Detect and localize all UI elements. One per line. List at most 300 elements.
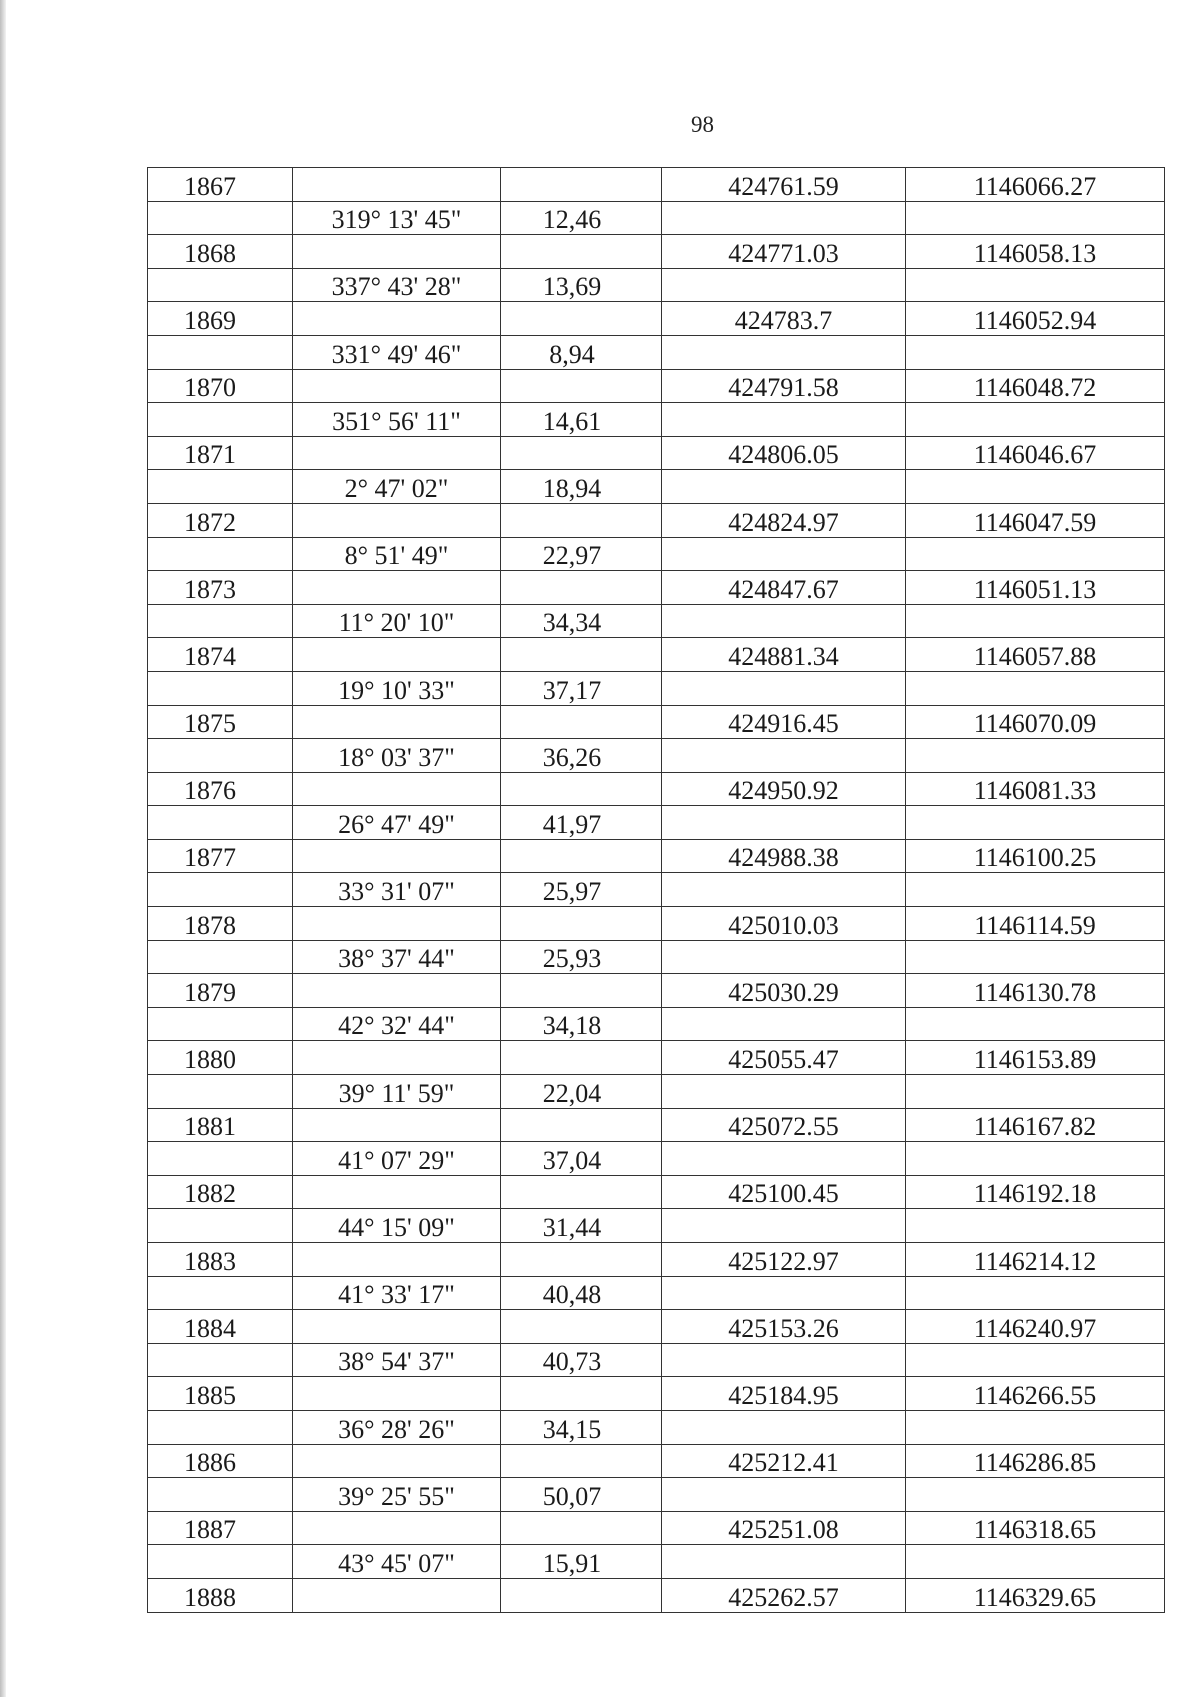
point-number-cell — [148, 201, 293, 235]
distance-cell — [501, 1343, 662, 1377]
y-coordinate-cell — [906, 1377, 1165, 1411]
point-number-cell — [148, 335, 293, 369]
point-number-cell — [148, 436, 293, 470]
y-coordinate-cell — [906, 470, 1165, 504]
bearing-cell — [293, 1410, 501, 1444]
y-coordinate-cell-text: 1146047.59 — [973, 507, 1097, 537]
bearing-cell — [293, 168, 501, 202]
bearing-cell — [293, 1075, 501, 1109]
point-number-cell-text: 1884 — [184, 1313, 236, 1343]
bearing-cell — [293, 503, 501, 537]
point-number-cell — [148, 1545, 293, 1579]
distance-cell-text: 50,07 — [542, 1481, 602, 1511]
x-coordinate-cell-text: 425262.57 — [728, 1582, 839, 1612]
point-number-cell-text: 1871 — [184, 440, 236, 470]
distance-cell — [501, 503, 662, 537]
table-row — [148, 1545, 1165, 1579]
point-number-cell-text: 1872 — [184, 507, 236, 537]
distance-cell — [501, 268, 662, 302]
table-row — [148, 1142, 1165, 1176]
table-row — [148, 537, 1165, 571]
point-number-cell — [148, 974, 293, 1008]
table-row — [148, 335, 1165, 369]
point-number-cell — [148, 772, 293, 806]
x-coordinate-cell — [662, 1175, 906, 1209]
point-number-cell-text: 1875 — [184, 709, 236, 739]
distance-cell-text: 40,48 — [542, 1280, 602, 1310]
x-coordinate-cell — [662, 1209, 906, 1243]
bearing-cell — [293, 201, 501, 235]
x-coordinate-cell-text: 425122.97 — [728, 1246, 839, 1276]
point-number-cell-text: 1868 — [184, 238, 236, 268]
table-row — [148, 201, 1165, 235]
table-row — [148, 168, 1165, 202]
point-number-cell — [148, 1041, 293, 1075]
distance-cell — [501, 806, 662, 840]
point-number-cell — [148, 1377, 293, 1411]
y-coordinate-cell — [906, 907, 1165, 941]
table-row — [148, 1343, 1165, 1377]
y-coordinate-cell-text: 1146130.78 — [973, 977, 1097, 1007]
bearing-cell — [293, 974, 501, 1008]
bearing-cell — [293, 571, 501, 605]
distance-cell-text: 37,04 — [542, 1145, 602, 1175]
y-coordinate-cell — [906, 1041, 1165, 1075]
y-coordinate-cell-text: 1146167.82 — [973, 1112, 1097, 1142]
y-coordinate-cell-text: 1146286.85 — [973, 1448, 1097, 1478]
bearing-cell — [293, 705, 501, 739]
distance-cell — [501, 1007, 662, 1041]
point-number-cell — [148, 873, 293, 907]
y-coordinate-cell — [906, 1209, 1165, 1243]
distance-cell — [501, 839, 662, 873]
bearing-cell — [293, 638, 501, 672]
table-row — [148, 1478, 1165, 1512]
point-number-cell — [148, 1007, 293, 1041]
y-coordinate-cell-text: 1146153.89 — [973, 1045, 1097, 1075]
point-number-cell — [148, 1108, 293, 1142]
y-coordinate-cell — [906, 1108, 1165, 1142]
y-coordinate-cell-text: 1146100.25 — [973, 843, 1097, 873]
table-row — [148, 839, 1165, 873]
table-row — [148, 1175, 1165, 1209]
distance-cell-text: 36,26 — [542, 742, 602, 772]
bearing-cell-text: 36° 28' 26" — [338, 1414, 455, 1444]
table-row — [148, 1578, 1165, 1612]
bearing-cell-text: 8° 51' 49" — [344, 541, 449, 571]
bearing-cell — [293, 1041, 501, 1075]
y-coordinate-cell — [906, 1478, 1165, 1512]
point-number-cell-text: 1881 — [184, 1112, 236, 1142]
table-row — [148, 1041, 1165, 1075]
distance-cell — [501, 470, 662, 504]
table-row — [148, 873, 1165, 907]
distance-cell-text: 22,04 — [542, 1078, 602, 1108]
bearing-cell — [293, 1209, 501, 1243]
bearing-cell — [293, 403, 501, 437]
y-coordinate-cell — [906, 806, 1165, 840]
y-coordinate-cell — [906, 571, 1165, 605]
x-coordinate-cell — [662, 1410, 906, 1444]
table-row — [148, 302, 1165, 336]
bearing-cell — [293, 335, 501, 369]
bearing-cell-text: 337° 43' 28" — [331, 272, 462, 302]
table-row — [148, 671, 1165, 705]
table-row — [148, 369, 1165, 403]
x-coordinate-cell-text: 424824.97 — [728, 507, 839, 537]
y-coordinate-cell — [906, 201, 1165, 235]
x-coordinate-cell-text: 425030.29 — [728, 977, 839, 1007]
bearing-cell — [293, 537, 501, 571]
distance-cell-text: 34,15 — [542, 1414, 602, 1444]
y-coordinate-cell — [906, 1276, 1165, 1310]
bearing-cell — [293, 302, 501, 336]
distance-cell — [501, 537, 662, 571]
table-row — [148, 1108, 1165, 1142]
point-number-cell — [148, 537, 293, 571]
y-coordinate-cell — [906, 403, 1165, 437]
distance-cell-text: 8,94 — [549, 339, 595, 369]
point-number-cell-text: 1886 — [184, 1448, 236, 1478]
y-coordinate-cell — [906, 739, 1165, 773]
point-number-cell-text: 1870 — [184, 373, 236, 403]
distance-cell-text: 41,97 — [542, 809, 602, 839]
y-coordinate-cell-text: 1146070.09 — [973, 709, 1097, 739]
point-number-cell-text: 1869 — [184, 305, 236, 335]
x-coordinate-cell-text: 424806.05 — [728, 440, 839, 470]
y-coordinate-cell — [906, 268, 1165, 302]
x-coordinate-cell — [662, 1041, 906, 1075]
distance-cell — [501, 1243, 662, 1277]
point-number-cell — [148, 1410, 293, 1444]
point-number-cell-text: 1880 — [184, 1045, 236, 1075]
distance-cell — [501, 907, 662, 941]
distance-cell-text: 15,91 — [542, 1548, 602, 1578]
point-number-cell — [148, 1310, 293, 1344]
x-coordinate-cell — [662, 739, 906, 773]
bearing-cell — [293, 1175, 501, 1209]
bearing-cell — [293, 235, 501, 269]
bearing-cell — [293, 1545, 501, 1579]
point-number-cell-text: 1888 — [184, 1582, 236, 1612]
x-coordinate-cell — [662, 1511, 906, 1545]
point-number-cell — [148, 1343, 293, 1377]
bearing-cell-text: 41° 07' 29" — [338, 1145, 455, 1175]
x-coordinate-cell — [662, 1545, 906, 1579]
point-number-cell — [148, 1276, 293, 1310]
bearing-cell — [293, 1007, 501, 1041]
x-coordinate-cell — [662, 571, 906, 605]
x-coordinate-cell-text: 425251.08 — [728, 1515, 839, 1545]
bearing-cell — [293, 806, 501, 840]
y-coordinate-cell-text: 1146081.33 — [973, 776, 1097, 806]
point-number-cell-text: 1877 — [184, 843, 236, 873]
x-coordinate-cell — [662, 1444, 906, 1478]
distance-cell — [501, 638, 662, 672]
bearing-cell — [293, 369, 501, 403]
point-number-cell — [148, 1075, 293, 1109]
point-number-cell-text: 1878 — [184, 910, 236, 940]
point-number-cell — [148, 268, 293, 302]
y-coordinate-cell — [906, 1175, 1165, 1209]
x-coordinate-cell — [662, 503, 906, 537]
point-number-cell — [148, 907, 293, 941]
x-coordinate-cell — [662, 403, 906, 437]
y-coordinate-cell — [906, 1142, 1165, 1176]
y-coordinate-cell — [906, 974, 1165, 1008]
point-number-cell — [148, 470, 293, 504]
bearing-cell-text: 43° 45' 07" — [338, 1548, 455, 1578]
distance-cell — [501, 201, 662, 235]
x-coordinate-cell-text: 424847.67 — [728, 574, 839, 604]
table-row — [148, 436, 1165, 470]
table-row — [148, 739, 1165, 773]
distance-cell — [501, 1175, 662, 1209]
distance-cell — [501, 335, 662, 369]
bearing-cell-text: 39° 25' 55" — [338, 1481, 455, 1511]
bearing-cell — [293, 436, 501, 470]
point-number-cell — [148, 369, 293, 403]
x-coordinate-cell-text: 425100.45 — [728, 1179, 839, 1209]
point-number-cell — [148, 1511, 293, 1545]
x-coordinate-cell-text: 425184.95 — [728, 1380, 839, 1410]
bearing-cell — [293, 1310, 501, 1344]
bearing-cell-text: 319° 13' 45" — [331, 205, 462, 235]
x-coordinate-cell — [662, 302, 906, 336]
y-coordinate-cell — [906, 1343, 1165, 1377]
distance-cell-text: 34,34 — [542, 608, 602, 638]
x-coordinate-cell — [662, 268, 906, 302]
point-number-cell — [148, 604, 293, 638]
x-coordinate-cell-text: 425212.41 — [728, 1448, 839, 1478]
bearing-cell-text: 19° 10' 33" — [338, 675, 455, 705]
distance-cell — [501, 1444, 662, 1478]
distance-cell — [501, 168, 662, 202]
bearing-cell — [293, 873, 501, 907]
distance-cell — [501, 705, 662, 739]
y-coordinate-cell — [906, 1545, 1165, 1579]
bearing-cell — [293, 470, 501, 504]
table-row — [148, 907, 1165, 941]
point-number-cell — [148, 571, 293, 605]
point-number-cell — [148, 503, 293, 537]
distance-cell — [501, 403, 662, 437]
distance-cell — [501, 1545, 662, 1579]
distance-cell — [501, 1578, 662, 1612]
x-coordinate-cell — [662, 1578, 906, 1612]
table-row — [148, 1007, 1165, 1041]
x-coordinate-cell — [662, 1478, 906, 1512]
distance-cell — [501, 369, 662, 403]
distance-cell-text: 37,17 — [542, 675, 602, 705]
point-number-cell — [148, 1243, 293, 1277]
bearing-cell-text: 39° 11' 59" — [338, 1078, 455, 1108]
y-coordinate-cell — [906, 503, 1165, 537]
x-coordinate-cell — [662, 1142, 906, 1176]
x-coordinate-cell — [662, 369, 906, 403]
x-coordinate-cell — [662, 806, 906, 840]
distance-cell — [501, 1108, 662, 1142]
distance-cell-text: 31,44 — [542, 1213, 602, 1242]
y-coordinate-cell — [906, 839, 1165, 873]
distance-cell — [501, 974, 662, 1008]
distance-cell-text: 12,46 — [542, 205, 602, 235]
distance-cell — [501, 940, 662, 974]
table-row — [148, 1410, 1165, 1444]
distance-cell — [501, 772, 662, 806]
y-coordinate-cell-text: 1146051.13 — [973, 574, 1097, 604]
point-number-cell — [148, 940, 293, 974]
bearing-cell — [293, 1377, 501, 1411]
table-row — [148, 1209, 1165, 1243]
table-row — [148, 1276, 1165, 1310]
x-coordinate-cell — [662, 638, 906, 672]
y-coordinate-cell — [906, 369, 1165, 403]
y-coordinate-cell — [906, 1410, 1165, 1444]
distance-cell — [501, 873, 662, 907]
table-row — [148, 1377, 1165, 1411]
bearing-cell — [293, 1108, 501, 1142]
table-row — [148, 638, 1165, 672]
y-coordinate-cell-text: 1146046.67 — [973, 440, 1097, 470]
bearing-cell — [293, 1276, 501, 1310]
table-row — [148, 806, 1165, 840]
y-coordinate-cell — [906, 604, 1165, 638]
point-number-cell — [148, 1478, 293, 1512]
point-number-cell — [148, 705, 293, 739]
bearing-cell-text: 33° 31' 07" — [338, 877, 455, 907]
bearing-cell-text: 351° 56' 11" — [332, 406, 461, 436]
y-coordinate-cell-text: 1146318.65 — [973, 1515, 1097, 1545]
point-number-cell — [148, 235, 293, 269]
y-coordinate-cell — [906, 940, 1165, 974]
distance-cell — [501, 1041, 662, 1075]
bearing-cell-text: 38° 37' 44" — [338, 944, 455, 974]
distance-cell — [501, 604, 662, 638]
bearing-cell — [293, 604, 501, 638]
y-coordinate-cell-text: 1146266.55 — [973, 1380, 1097, 1410]
table-row — [148, 974, 1165, 1008]
bearing-cell-text: 26° 47' 49" — [338, 809, 455, 839]
x-coordinate-cell — [662, 436, 906, 470]
table-row — [148, 235, 1165, 269]
x-coordinate-cell — [662, 604, 906, 638]
distance-cell — [501, 1377, 662, 1411]
x-coordinate-cell — [662, 873, 906, 907]
x-coordinate-cell — [662, 1343, 906, 1377]
x-coordinate-cell-text: 424881.34 — [728, 641, 839, 671]
x-coordinate-cell-text: 425153.26 — [728, 1313, 839, 1343]
bearing-cell — [293, 739, 501, 773]
table-row — [148, 571, 1165, 605]
x-coordinate-cell-text: 425055.47 — [728, 1045, 839, 1075]
distance-cell — [501, 1410, 662, 1444]
bearing-cell-text: 41° 33' 17" — [338, 1280, 455, 1310]
x-coordinate-cell — [662, 335, 906, 369]
bearing-cell — [293, 1444, 501, 1478]
y-coordinate-cell — [906, 671, 1165, 705]
point-number-cell — [148, 638, 293, 672]
bearing-cell — [293, 1142, 501, 1176]
point-number-cell — [148, 1444, 293, 1478]
y-coordinate-cell-text: 1146114.59 — [974, 910, 1096, 940]
y-coordinate-cell-text: 1146052.94 — [973, 305, 1097, 335]
distance-cell-text: 13,69 — [542, 272, 602, 302]
y-coordinate-cell — [906, 705, 1165, 739]
x-coordinate-cell — [662, 470, 906, 504]
point-number-cell-text: 1882 — [184, 1179, 236, 1209]
x-coordinate-cell — [662, 1075, 906, 1109]
point-number-cell-text: 1873 — [184, 574, 236, 604]
distance-cell — [501, 671, 662, 705]
distance-cell-text: 34,18 — [542, 1011, 602, 1041]
point-number-cell — [148, 1142, 293, 1176]
x-coordinate-cell-text: 424988.38 — [728, 843, 839, 873]
page-number: 98 — [691, 112, 714, 137]
point-number-cell-text: 1867 — [184, 171, 236, 201]
x-coordinate-cell-text: 424771.03 — [728, 238, 839, 268]
bearing-cell — [293, 772, 501, 806]
y-coordinate-cell — [906, 537, 1165, 571]
bearing-cell-text: 38° 54' 37" — [338, 1347, 455, 1377]
point-number-cell — [148, 806, 293, 840]
y-coordinate-cell-text: 1146192.18 — [973, 1179, 1097, 1209]
point-number-cell-text: 1879 — [184, 977, 236, 1007]
y-coordinate-cell-text: 1146066.27 — [973, 171, 1097, 201]
point-number-cell — [148, 1175, 293, 1209]
bearing-cell — [293, 1343, 501, 1377]
point-number-cell — [148, 671, 293, 705]
coordinate-table-body — [148, 168, 1165, 1613]
table-row — [148, 772, 1165, 806]
y-coordinate-cell — [906, 873, 1165, 907]
x-coordinate-cell — [662, 974, 906, 1008]
distance-cell — [501, 1142, 662, 1176]
coordinate-table — [147, 167, 1165, 1613]
x-coordinate-cell — [662, 1310, 906, 1344]
x-coordinate-cell — [662, 1276, 906, 1310]
x-coordinate-cell — [662, 1007, 906, 1041]
point-number-cell — [148, 1578, 293, 1612]
table-row — [148, 403, 1165, 437]
x-coordinate-cell-text: 425072.55 — [728, 1112, 839, 1142]
distance-cell — [501, 739, 662, 773]
bearing-cell-text: 18° 03' 37" — [338, 742, 455, 772]
scan-edge-shadow — [0, 0, 6, 1697]
distance-cell-text: 25,97 — [542, 877, 602, 907]
bearing-cell-text: 42° 32' 44" — [338, 1011, 455, 1041]
table-row — [148, 268, 1165, 302]
table-row — [148, 503, 1165, 537]
x-coordinate-cell — [662, 537, 906, 571]
y-coordinate-cell-text: 1146057.88 — [973, 641, 1097, 671]
x-coordinate-cell — [662, 168, 906, 202]
x-coordinate-cell-text: 424783.7 — [734, 305, 833, 335]
point-number-cell-text: 1885 — [184, 1380, 236, 1410]
y-coordinate-cell — [906, 1578, 1165, 1612]
table-row — [148, 940, 1165, 974]
y-coordinate-cell — [906, 335, 1165, 369]
point-number-cell-text: 1883 — [184, 1246, 236, 1276]
distance-cell-text: 40,73 — [542, 1347, 602, 1377]
point-number-cell-text: 1874 — [184, 641, 236, 671]
table-row — [148, 1444, 1165, 1478]
x-coordinate-cell — [662, 671, 906, 705]
bearing-cell — [293, 1243, 501, 1277]
bearing-cell — [293, 268, 501, 302]
point-number-cell — [148, 739, 293, 773]
y-coordinate-cell — [906, 638, 1165, 672]
